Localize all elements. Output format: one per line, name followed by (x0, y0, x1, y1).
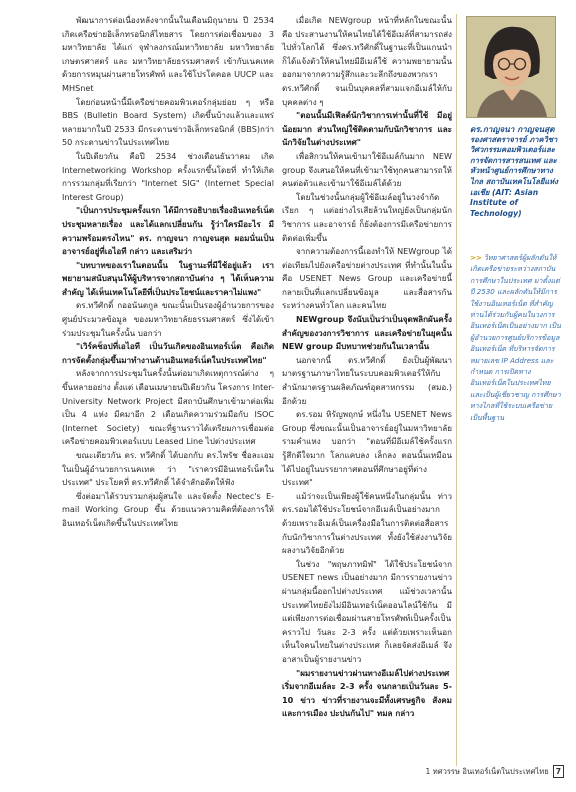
body-paragraph: ซึ่งต่อมาได้รวบรวมกลุ่มผู้สนใจ และจัดตั้ง Nectec's E-mail Working Group ขึ้น ด้วยแนวความคิดที่ต้องการให้อินเทอร์เน็ตเกิดขึ้นในประเทศไทย (62, 490, 274, 528)
pull-quote-paragraph: NEWgroup จึงนับเป็นว่าเป็นจุดพลิกผันครั้งสำคัญของวงการวิชาการ และเครือข่ายในยุคนั้น NEW group มีบทบาทช่วยกันในเวลานั้น (282, 314, 452, 352)
body-paragraph: จากความต้องการนี้เองทำให้ NEWgroup ได้ต่อเทียมไปยังเครือข่ายต่างประเทศ ที่ทำนั้นในนั้นคือ USENET News Group และเครือข่ายนี้กลายเป็นที่แลกเปลี่ยนข้อมูล และสื่อสารกัน ระหว่างคนทั่วโลก และคนไทย (282, 246, 452, 311)
body-paragraph: โดยก่อนหน้านี้มีเครือข่ายคอมพิวเตอร์กลุ่มย่อย ๆ หรือ BBS (Bulletin Board System) เกิดขึ้นบ้างแล้วและแพร่หลายมากในปี 2533 มีกระดานข่าวอิเล็กทรอนิกส์ (BBS)กว่า 50 กระดานข่าวในประเทศไทย (62, 96, 274, 148)
body-paragraph: นอกจากนี้ ดร.ทวีศักดิ์ ยังเป็นผู้พัฒนามาตรฐานภาษาไทยในระบบคอมพิวเตอร์ให้กับสำนักมาตรฐานผลิตภัณฑ์อุตสาหกรรม (สมอ.) อีกด้วย (282, 354, 452, 406)
body-paragraph: เมื่อเกิด NEWgroup หน้าที่หลักในขณะนั้นคือ ประสานงานให้คนไทยได้ใช้อีเมล์ที่สามารถส่งไปทั่วโลกได้ ซึ่งดร.ทวีศักดิ์ในฐานะที่เป็นแกนนำก็ได้แจ้งตัวให้คนไทยมีอีเมล์ใช้ ความพยายามนั้นออกมาจากความรู้สึกและวะลึกถึงของพวกเรา ดร.ทวีศักดิ์ จนเป็นบุคคลที่สามแจกอีเมล์ให้กับบุคคลต่าง ๆ (282, 15, 452, 107)
body-paragraph: ดร.รอม หิรัญพฤกษ์ หนึ่งใน USENET News Group ซึ่งขณะนั้นเป็นอาจารย์อยู่ในมหาวิทยาลัยรามคำแหง บอกว่า "ตอนที่มีอีเมล์ใช้ครั้งแรก รู้สึกดีใจมาก โลกแคบลง เล็กลง ตอนนั้นเหมือนได้ไปอยู่ในบรรยากาศตอนที่ศึกษาอยู่ที่ต่างประเทศ" (282, 409, 452, 488)
body-paragraph: ขณะเดียวกัน ดร. ทวีศักดิ์ ได้บอกกับ ดร.ไพรัช ชื่อละเอมในเป็นผู้อำนวยการเนคเทค ว่า "เราควรมีอินเทอร์เน็ตในประเทศ" ประโยคที่ ดร.ทวีศักดิ์ ได้จำสักอดีตให้ฟัง (62, 450, 274, 488)
body-paragraph: พัฒนาการต่อเนื่องหลังจากนั้นในเดือนมิถุนายน ปี 2534 เกิดเครือข่ายอิเล็กทรอนิกส์ไทยสาร โดยการต่อเชื่อมของ 3 มหาวิทยาลัย ได้แก่ จุฬาลงกรณ์มหาวิทยาลัย มหาวิทยาลัยเกษตรศาสตร์ และ มหาวิทยาลัยธรรมศาสตร์ เข้ากับเนคเทค ด้วยการหมุนผ่านสายโทรศัพท์ และใช้โปรโตคอล UUCP และ MHSnet (62, 15, 274, 93)
pull-quote-paragraph: "ผมรายงานข่าวผ่านทางอีเมล์ไปต่างประเทศเริ่มจากอีเมล์ละ 2-3 ครั้ง จนกลายเป็นวันละ 5-10 ข่าว ข่าวที่รายงานจะมีทั้งเศรษฐกิจ สังคม และการเมือง ปะปนกันไป" ทมล กล่าว (282, 667, 452, 719)
page-number: 7 (553, 765, 564, 778)
footer-caption: 1 ทศวรรษ อินเทอร์เน็ตในประเทศไทย (425, 767, 549, 776)
page-footer (396, 764, 564, 780)
profile-bio: รองศาสตราจารย์ ภาควิชาวิศวกรรมคอมพิวเตอร์และ การจัดการสารสนเทศ และหัวหน้าศูนย์การศึกษาทางไกล สถาบันเทคโนโลยีแห่งเอเชีย (AIT: Asian Institute of Technology) (470, 134, 558, 218)
profile-sidebar (456, 14, 568, 766)
teaser-arrow-mark: >> (470, 253, 482, 262)
pull-quote-paragraph: "เป็นการประชุมครั้งแรก ได้มีการอธิบายเรื่องอินเทอร์เน็ต ประชุมหลายเรื่อง และได้แลกเปลี่ยนกัน รู้ว่าใครมีอะไร มีความพร้อมตรงไหน" ดร. กาญจนา กาญจนสุต ผอมนั่นเป็นอาจารย์อยู่ที่เอไอที กล่าว และเสริมว่า (62, 205, 274, 257)
body-paragraph: ในปีเดียวกัน คือปี 2534 ช่วงเดือนธันวาคม เกิด Internetworking Workshop ครั้งแรกขึ้นโดยที่ ทำให้เกิดการรวมกลุ่มที่เรียกว่า "Internet SIG" (Internet Special Interest Group) (62, 150, 274, 202)
profile-teaser (470, 252, 562, 423)
body-paragraph: ดร.ทวีศักดิ์ กออนันตกูล ขณะนั้นเป็นรองผู้อำนวยการของศูนย์ประมวลข้อมูล ของมหาวิทยาลัยธรรมศาสตร์ ซึ่งได้เข้าร่วมประชุมในครั้งนั้น บอกว่า (62, 300, 274, 338)
pull-quote-paragraph: "บทบาทของเราในตอนนั้น ในฐานะที่มีใช้อยู่แล้ว เราพยายามสนับสนุนให้ผู้บริหารจากสถาบันต่าง ๆ ได้เห็นความสำคัญ ได้เห็นเทคโนโลยีที่เป็นประโยชน์และราคาไม่แพง" (62, 259, 274, 297)
sidebar-divider (456, 14, 457, 766)
teaser-text: วิทยาศาสตร์ผู้ผลักดันให้เกิดเครือข่ายระหว่างสถาบันการศึกษาในประเทศ มาตั้งแต่ปี 2530 และผลักดันให้มีการใช้งานอินเทอร์เน็ต ที่สำคัญท่านได้ร่วมกับผู้คนในวงการอินเทอร์เน็ตเป็นอย่างมาก เป็นผู้อำนวยการศูนย์บริการข้อมูลอินเทอร์เน็ต ที่บริหารจัดการหมายเลข IP Address และกำหนด การเปิดทางอินเทอร์เน็ตในประเทศไทย และเป็นผู้เชี่ยวชาญ การศึกษาทางไกลที่ใช้ระบบเครือข่ายเป็นพื้นฐาน (470, 253, 561, 422)
pull-quote-paragraph: "เวิร์คช็อปที่เอไอที เป็นวันเกิดของอินเทอร์เน็ต คือเกิดการจัดตั้งกลุ่มขึ้นมาทำงานด้านอินเทอร์เน็ตในประเทศไทย" (62, 341, 274, 365)
profile-caption (470, 124, 560, 219)
article-column-left (62, 14, 274, 531)
portrait-illustration (467, 17, 555, 117)
portrait-photo (466, 16, 556, 118)
body-paragraph: ในช่วง "พฤษภาทมิฬ" ได้ใช้ประโยชน์จาก USENET news เป็นอย่างมาก มีการรายงานข่าวผ่านกลุ่มนี้ออกไปต่างประเทศ แม้ช่วงเวลานั้นประเทศไทยยังไม่มีอินเทอร์เน็ตออนไลน์ใช้กัน มีแต่เพียงการต่อเชื่อมผ่านสายโทรศัพท์เป็นครั้งเป็นคราวไป วันละ 2-3 ครั้ง แต่ด้วยเพราะเห็นอกเห็นใจคนไทยในต่างประเทศ ก็เลยจัดส่งอีเมล์ จึงอาสาเป็นผู้รายงานข่าว (282, 558, 452, 664)
body-paragraph: โดยในช่วงนั้นกลุ่มผู้ใช้อีเมล์อยู่ในวงจำกัดเรียก ๆ แต่อย่างไรเสียล้วนใหญ่ยังเป็นกลุ่มนักวิชาการ และอาจารย์ ก็ยังต้องการมีเครือข่ายการติดต่อเพิ่มขึ้น (282, 191, 452, 243)
pull-quote-paragraph: "ตอนนั้นมีเฟิลด์นักวิชาการเท่านั้นที่ใช้ มีอยู่น้อยมาก ส่วนใหญ่ใช้ติดตามกับนักวิชาการ และนักวิจัยในต่างประเทศ" (282, 110, 452, 148)
profile-name: ดร.กาญจนา กาญจนสุต (470, 124, 555, 134)
body-paragraph: หลังจากการประชุมในครั้งนั้นต่อมาเกิดเหตุการณ์ต่าง ๆ ขึ้นหลายอย่าง ตั้งแต่ เดือนเมษายนปีเดียวกัน โครงการ Inter-University Network Project มีสถาบันศึกษาเข้ามาต่อเพิ่มเป็น 4 แห่ง มีคมาอีก 2 เดือนเกิดความร่วมมือกับ ISOC (Internet Society) ขณะที่ฐานราวได้เตรียมการเชื่อมต่อเครือข่ายคอมพิวเตอร์แบบ Leased Line ไปต่างประเทศ (62, 368, 274, 447)
body-paragraph: แม้ว่าจะเป็นเพียงผู้ใช้คนหนึ่งในกลุ่มนั้น ท่าว ดร.รอมได้ใช้ประโยชน์จากอีเมล์เป็นอย่างมาก ด้วยเพราะอีเมล์เป็นเครื่องมือในการติดต่อสื่อสารกับนักวิชาการในต่างประเทศ ทั้งยังใช้ส่งงานวิจัยผลงานวิจัยอีกด้วย (282, 490, 452, 556)
body-paragraph: เพื่อสิกวนให้คนเข้ามาใช้อีเมล์กันมาก NEW group จึงเสนอให้คนที่เข้ามาใช้ทุกคนสามารถให้คนต่อตัวและเข้ามาใช้อีเมล์ได้ด้วย (282, 150, 452, 189)
article-column-middle (282, 14, 452, 721)
